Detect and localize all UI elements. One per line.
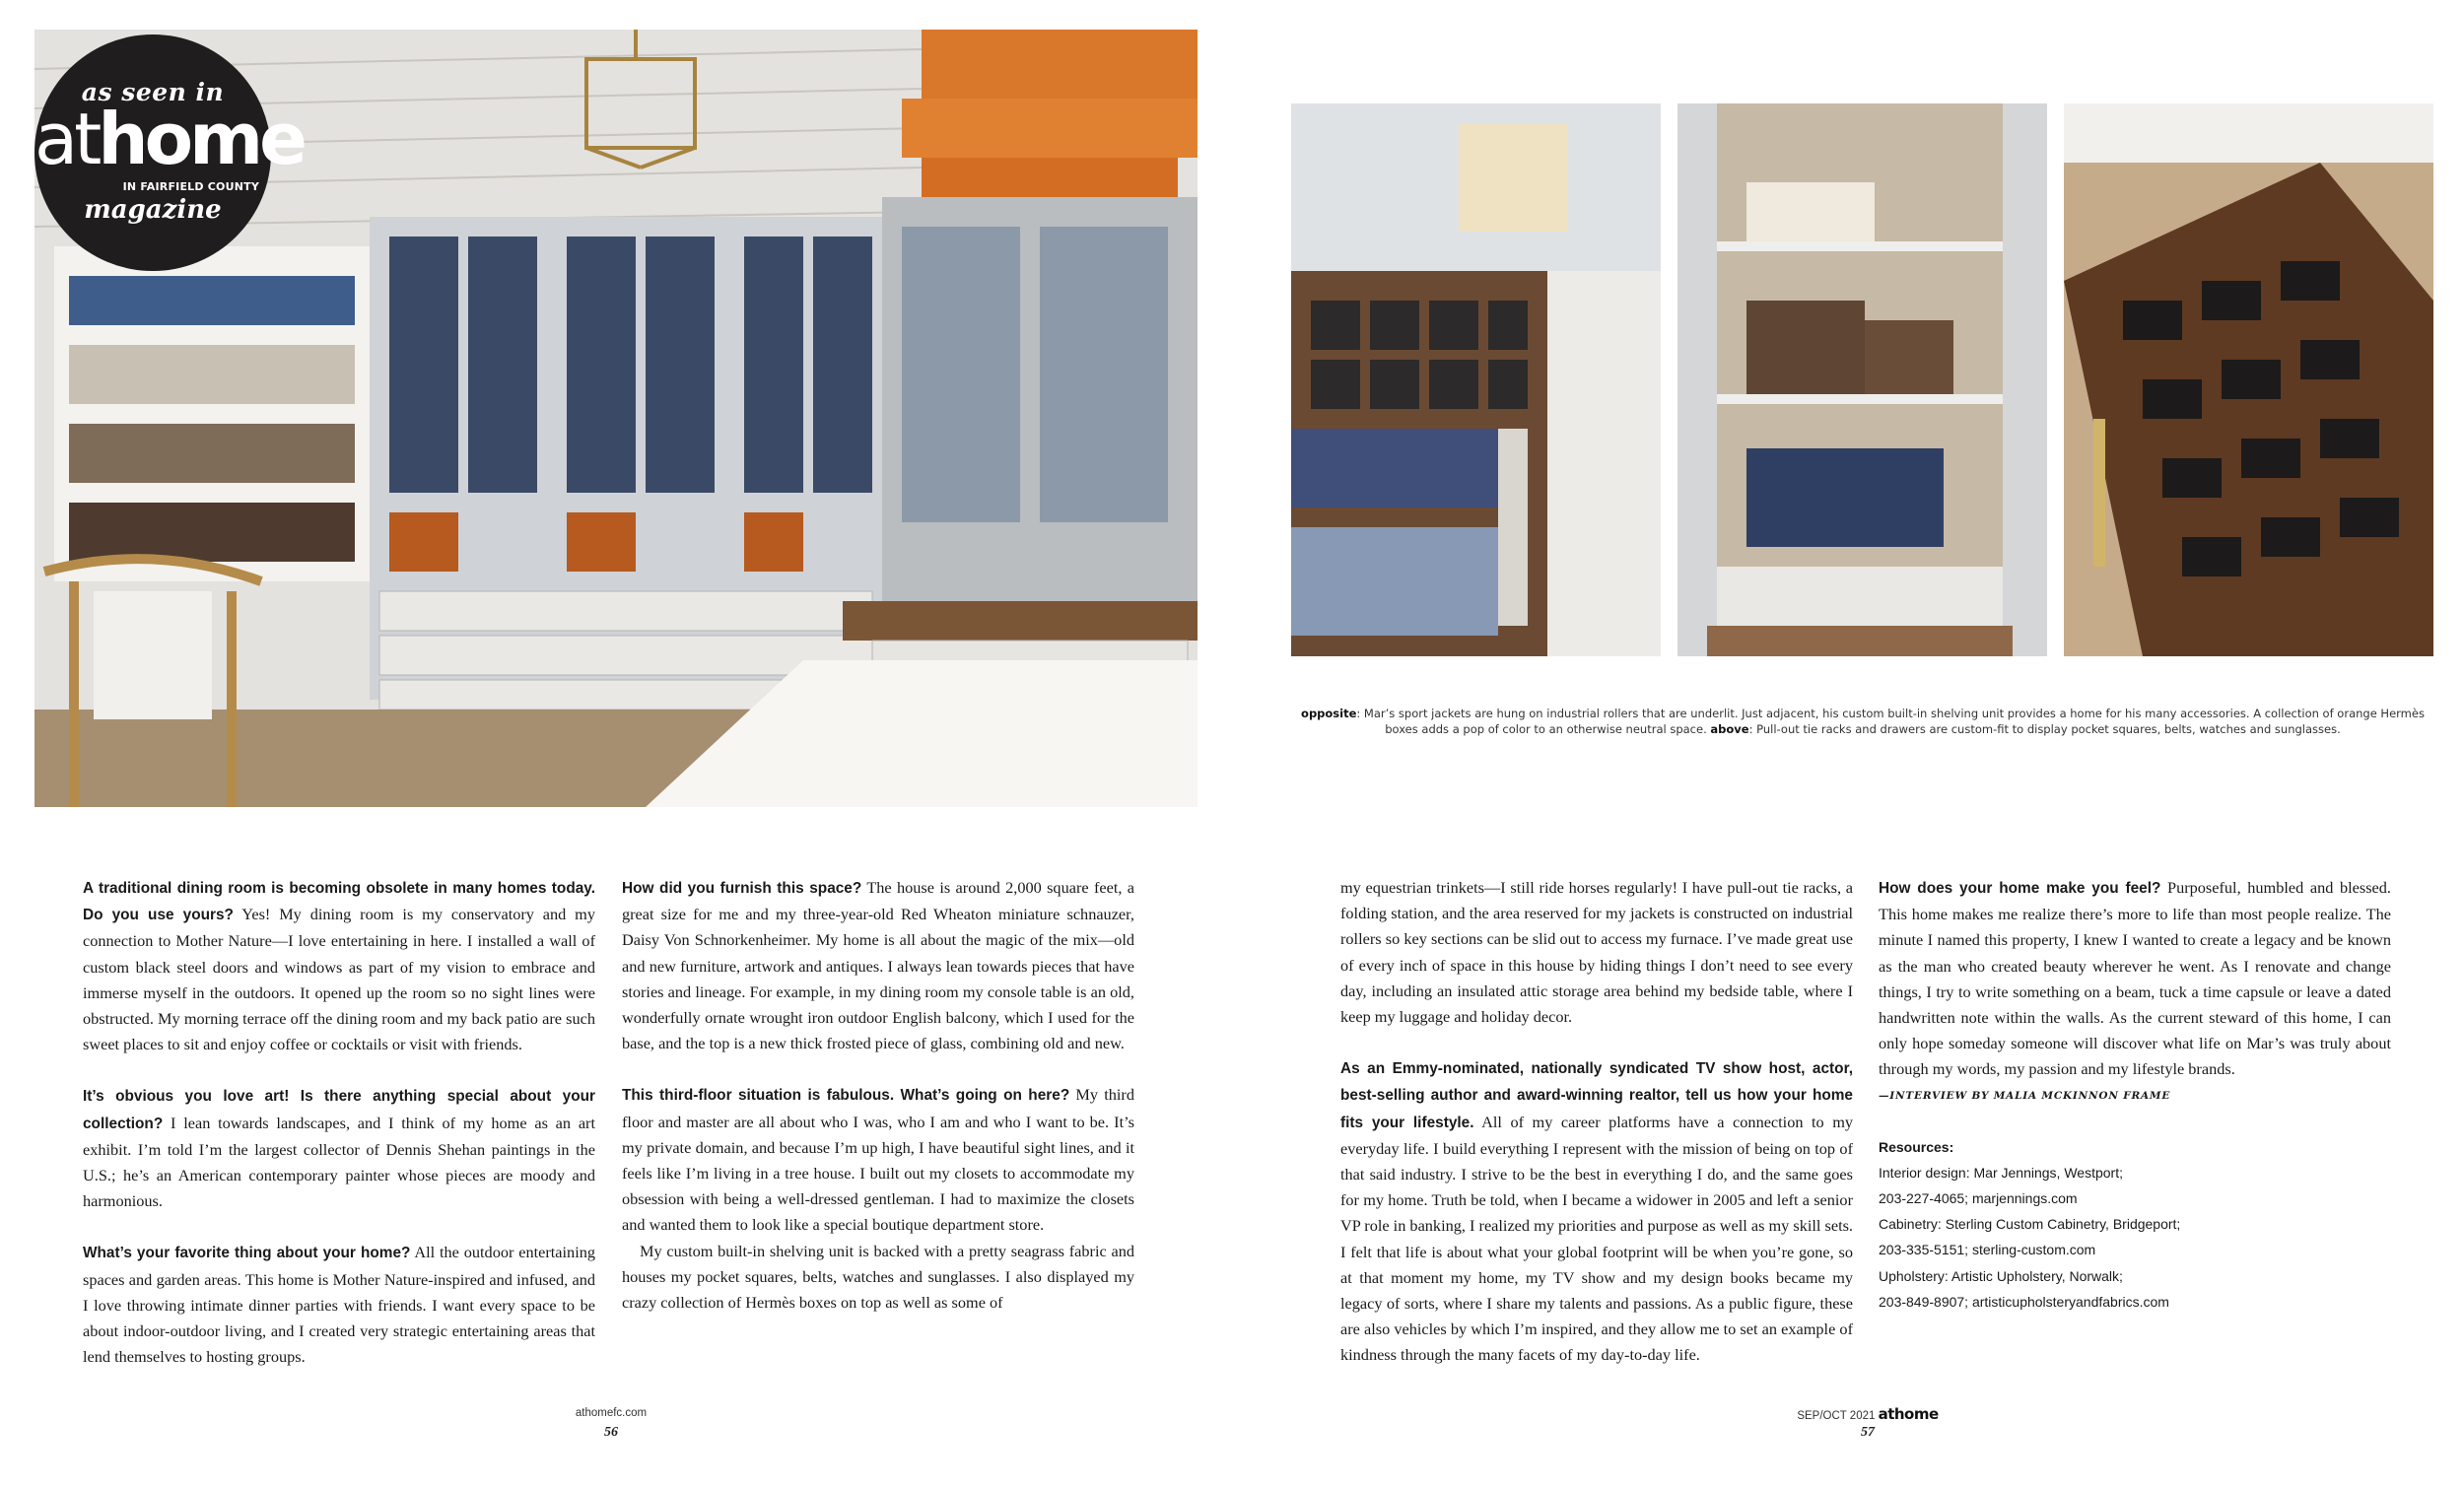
article-column-2 bbox=[622, 875, 1134, 1316]
answer: All the outdoor entertaining spaces and garden areas. This home is Mother Nature-inspired and infused, and I love throwing intimate dinner parties with friends. I want every space to be about indoor-outdoor living, and I created very strategic entertaining areas that lend themselves to hosting groups. bbox=[83, 1243, 595, 1367]
answer: Purposeful, humbled and blessed. This home makes me realize there’s more to life than most people realize. The minute I named this property, I knew I wanted to create a legacy and be known as the man who created beauty wherever he went. As I renovate and change things, I try to write something on a beam, tuck a time capsule or leave a dated handwritten note within the walls. As the current steward of this home, I can only hope someday someone will discover what life on Mar’s was truly about through my words, my passion and my lifestyle brands. bbox=[1879, 878, 2391, 1079]
badge-county: IN FAIRFIELD COUNTY bbox=[122, 180, 259, 193]
resource-line: 203-227-4065; marjennings.com bbox=[1879, 1190, 2078, 1207]
paragraph-shelving: My custom built-in shelving unit is backed with a pretty seagrass fabric and houses my pocket squares, belts, watches and sunglasses. I also displayed my crazy collection of Hermès boxes on top as well as some of bbox=[622, 1241, 1134, 1313]
tie-drawer-photo bbox=[1291, 103, 1661, 656]
sunglasses-drawer-photo bbox=[2064, 103, 2433, 656]
page-number-right: 57 bbox=[1861, 1425, 1875, 1440]
question: How does your home make you feel? bbox=[1879, 880, 2161, 897]
issue-date: SEP/OCT 2021 bbox=[1797, 1410, 1879, 1422]
article-column-4 bbox=[1879, 875, 2391, 1315]
answer: All of my career platforms have a connection to my everyday life. I build everything I represent with the mission of being on top of that said industry. I strive to be the best in everything I do, and the same goes for my home. Truth be told, when I became a widower in 2005 and left a senior VP role in banking, I realized my priorities and purpose as well as my skill sets. I felt that life is about what your global footprint will be when you’re gone, so at that moment my home, my TV show and my design books became my legacy of sorts, where I share my talents and passions. As a public figure, these are also vehicles by which I’m inspired, and they allow me to set an example of kindness through the many facets of my day-to-day life. bbox=[1340, 1112, 1854, 1365]
resources-heading: Resources: bbox=[1879, 1138, 1954, 1155]
qa-feel bbox=[1879, 875, 2391, 1083]
logo-home: home bbox=[98, 98, 304, 180]
resource-line: 203-849-8907; artisticupholsteryandfabrics.com bbox=[1879, 1293, 2169, 1310]
answer: My third floor and master are all about who I was, who I am and who I want to be. It’s my private domain, and because I’m up high, I have beautiful sight lines, and it feels like I’m living in a tree house. I built out my closets to accommodate my obsession with being a well-dressed gentleman. I had to maximize the closets and wanted them to look like a special boutique department store. bbox=[622, 1085, 1134, 1235]
caption-text-above: : Pull-out tie racks and drawers are custom-fit to display pocket squares, belts, watches and sunglasses. bbox=[1748, 722, 2341, 736]
badge-line3: magazine bbox=[84, 195, 222, 225]
answer: The house is around 2,000 square feet, a great size for me and my three-year-old Red Wheaton miniature schnauzer, Daisy Von Schnorkenheimer. My home is all about the magic of the mix—old and new furniture, artwork and antiques. I always lean towards pieces that have stories and lineage. For example, in my dining room my console table is an old, wonderfully ornate wrought iron outdoor English balcony, which I used for the base, and the top is a new thick frosted piece of glass, combining old and new. bbox=[622, 878, 1134, 1053]
qa-dining-room bbox=[83, 875, 595, 1057]
qa-art bbox=[83, 1083, 595, 1214]
resource-line: Cabinetry: Sterling Custom Cabinetry, Bridgeport; bbox=[1879, 1216, 2181, 1233]
accessory-shelves-photo bbox=[1677, 103, 2047, 656]
question: What’s your favorite thing about your home? bbox=[83, 1245, 411, 1262]
resource-line: Interior design: Mar Jennings, Westport; bbox=[1879, 1164, 2123, 1181]
qa-lifestyle bbox=[1340, 1055, 1853, 1368]
paragraph-equestrian: my equestrian trinkets—I still ride horses regularly! I have pull-out tie racks, a folding station, and the area reserved for my jackets is constructed on industrial rollers so key sections can be slid out to access my furnace. I’ve made great use of every inch of space in this house by hiding things I don’t need to see every day, including an insulated attic storage area behind my bedside table, where I keep my luggage and holiday decor. bbox=[1340, 878, 1853, 1027]
qa-furnish bbox=[622, 875, 1134, 1056]
article-column-3 bbox=[1340, 875, 1853, 1394]
qa-third-floor bbox=[622, 1082, 1134, 1238]
interview-credit: —INTERVIEW BY MALIA MCKINNON FRAME bbox=[1879, 1089, 2171, 1102]
caption-label-opposite: opposite bbox=[1301, 707, 1357, 720]
page-number-left: 56 bbox=[604, 1425, 618, 1440]
resource-line: 203-335-5151; sterling-custom.com bbox=[1879, 1242, 2096, 1258]
qa-favorite-thing bbox=[83, 1240, 595, 1370]
athome-logo bbox=[34, 98, 304, 180]
folio-website: athomefc.com bbox=[575, 1407, 648, 1419]
caption-label-above: above bbox=[1710, 722, 1749, 736]
as-seen-in-athome-badge bbox=[34, 34, 304, 271]
badge-line1: as seen in bbox=[81, 78, 225, 106]
photo-caption bbox=[1301, 706, 2425, 737]
logo-at: at bbox=[34, 98, 99, 180]
question: A traditional dining room is becoming obsolete in many homes today. Do you use yours? bbox=[83, 880, 595, 924]
caption-text-opposite: : Mar’s sport jackets are hung on industrial rollers that are underlit. Just adjacent, his custom built-in shelving unit provides a home for his many accessories. A collection of orange Hermès boxes adds a pop of color to an otherwise neutral space. bbox=[1356, 707, 2425, 736]
question: This third-floor situation is fabulous. What’s going on here? bbox=[622, 1087, 1070, 1105]
folio-issue bbox=[1794, 1405, 1942, 1423]
article-column-1 bbox=[83, 875, 595, 1395]
question: It’s obvious you love art! Is there anything special about your collection? bbox=[83, 1088, 595, 1132]
answer: Yes! My dining room is my conservatory and my connection to Mother Nature—I love entertaining in here. I installed a wall of custom black steel doors and windows as part of my vision to embrace and immerse myself in the outdoors. It opened up the room so no sight lines were obstructed. My morning terrace off the dining room and my back patio are such sweet places to sit and enjoy coffee or cocktails or visit with friends. bbox=[83, 905, 595, 1054]
answer: I lean towards landscapes, and I think of my home as an art exhibit. I’m told I’m the largest collector of Dennis Shehan paintings in the U.S.; he’s an American contemporary painter whose pieces are moody and harmonious. bbox=[83, 1113, 595, 1211]
athome-wordmark: athome bbox=[1878, 1405, 1939, 1423]
resource-line: Upholstery: Artistic Upholstery, Norwalk; bbox=[1879, 1267, 2123, 1284]
question: How did you furnish this space? bbox=[622, 880, 862, 897]
question: As an Emmy-nominated, nationally syndicated TV show host, actor, best-selling author and award-winning realtor, tell us how your home fits your lifestyle. bbox=[1340, 1060, 1853, 1131]
